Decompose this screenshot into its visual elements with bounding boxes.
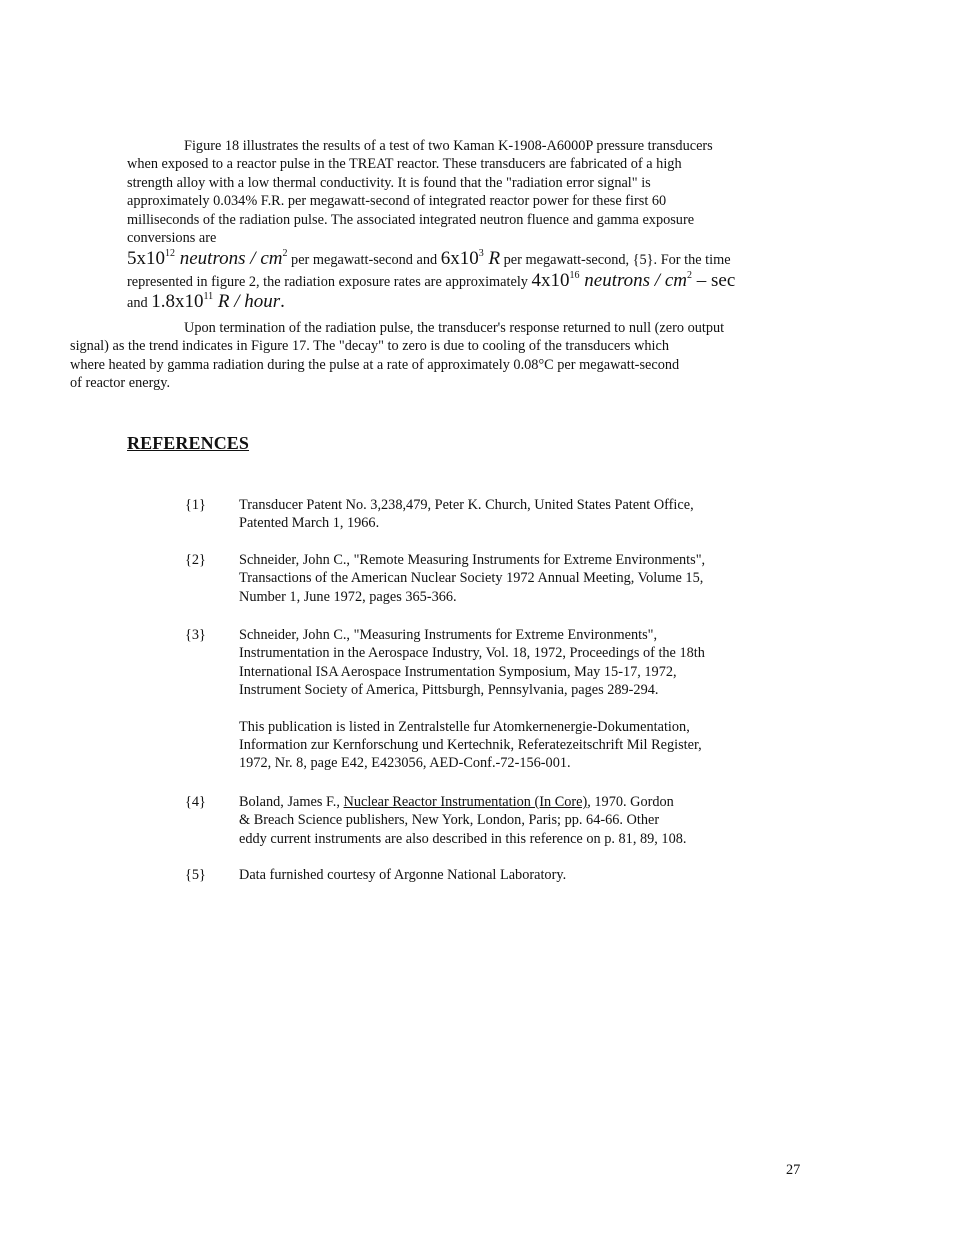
reference-number: {1}: [185, 497, 206, 513]
rate-formula: $4x10^{16}$ neutrons / $cm^2$ – sec: [531, 269, 736, 291]
gamma-rate-formula: $1.8x10^{11}$ R / hour.: [151, 291, 285, 313]
reference-text: Transducer Patent No. 3,238,479, Peter K. Church, United States Patent Office, Patented March 1, 1966.: [239, 497, 694, 532]
body-paragraph-2: [70, 319, 817, 393]
reference-number: {2}: [185, 552, 206, 568]
text-line: Figure 18 illustrates the results of a test of two Kaman K-1908-A6000P pressure transducers: [184, 138, 713, 154]
text-line: conversions are: [127, 230, 217, 247]
text-span: represented in figure 2, the radiation exposure rates are approximately: [127, 273, 532, 290]
reference-number: {5}: [185, 867, 206, 883]
body-paragraph-1: [127, 137, 817, 313]
reference-note: This publication is listed in Zentralstelle fur Atomkernenergie-Dokumentation,: [239, 718, 690, 735]
text-span: per megawatt-second, {5}. For the time: [500, 252, 731, 269]
fluence-formula: $5x10^{12}$ neutrons / $cm^2$: [127, 248, 288, 270]
references-heading: REFERENCES: [127, 433, 250, 453]
formula-line-2: [127, 269, 817, 291]
text-line: strength alloy with a low thermal conductivity. It is found that the "radiation error signal" is: [127, 174, 651, 191]
text-span: and: [127, 295, 152, 312]
reference-text: Schneider, John C., "Measuring Instruments for Extreme Environments", Instrumentation in the Aerospace Industry, Vol. 18, 1972, Proceedings of the 18th International ISA Aerospace Instrumentation Symposium, May 15-17, 1972, Instrument Society of America, Pittsburgh, Pennsylvania, pages 289-294. This publication is listed in Zentralstelle fur Atomkernenergie-Dokumentation, Information zur Kernforschung und Kertechnik, Referatezeitschrift Mil Register, 1972, Nr. 8, page E42, E423056, AED-Conf.-72-156-001.: [239, 626, 799, 773]
text-line: milliseconds of the radiation pulse. The associated integrated neutron fluence and gamma exposure: [127, 211, 695, 228]
book-title: Nuclear Reactor Instrumentation (In Core): [343, 794, 588, 810]
exposure-formula: $6x10^3$ R: [440, 248, 501, 270]
text-line: signal) as the trend indicates in Figure 17. The "decay" to zero is due to cooling of the transducers which: [70, 338, 670, 355]
text-line: Upon termination of the radiation pulse, the transducer's response returned to null (zero output: [184, 320, 725, 336]
page-number: 27: [786, 1162, 801, 1178]
reference-text: Boland, James F., Nuclear Reactor Instrumentation (In Core), 1970. Gordon & Breach Science publishers, New York, London, Paris; pp. 64-66. Other eddy current instruments are also described in this reference on p. 81, 89, 108.: [239, 794, 687, 847]
reference-number: {3}: [185, 627, 206, 643]
formula-line-1: [127, 250, 817, 269]
reference-number: {4}: [185, 794, 206, 810]
reference-text: Data furnished courtesy of Argonne National Laboratory.: [239, 867, 567, 883]
text-line: approximately 0.034% F.R. per megawatt-second of integrated reactor power for these first 60: [127, 193, 667, 210]
text-line: when exposed to a reactor pulse in the TREAT reactor. These transducers are fabricated of a high: [127, 156, 682, 173]
text-line: of reactor energy.: [70, 375, 171, 392]
reference-text: Schneider, John C., "Remote Measuring Instruments for Extreme Environments", Transactions of the American Nuclear Society 1972 Annual Meeting, Volume 15, Number 1, June 1972, pages 365-366.: [239, 552, 706, 605]
text-span: per megawatt-second and: [287, 252, 441, 269]
formula-line-3: [127, 293, 817, 312]
text-line: where heated by gamma radiation during the pulse at a rate of approximately 0.08°C per megawatt-second: [70, 356, 680, 373]
